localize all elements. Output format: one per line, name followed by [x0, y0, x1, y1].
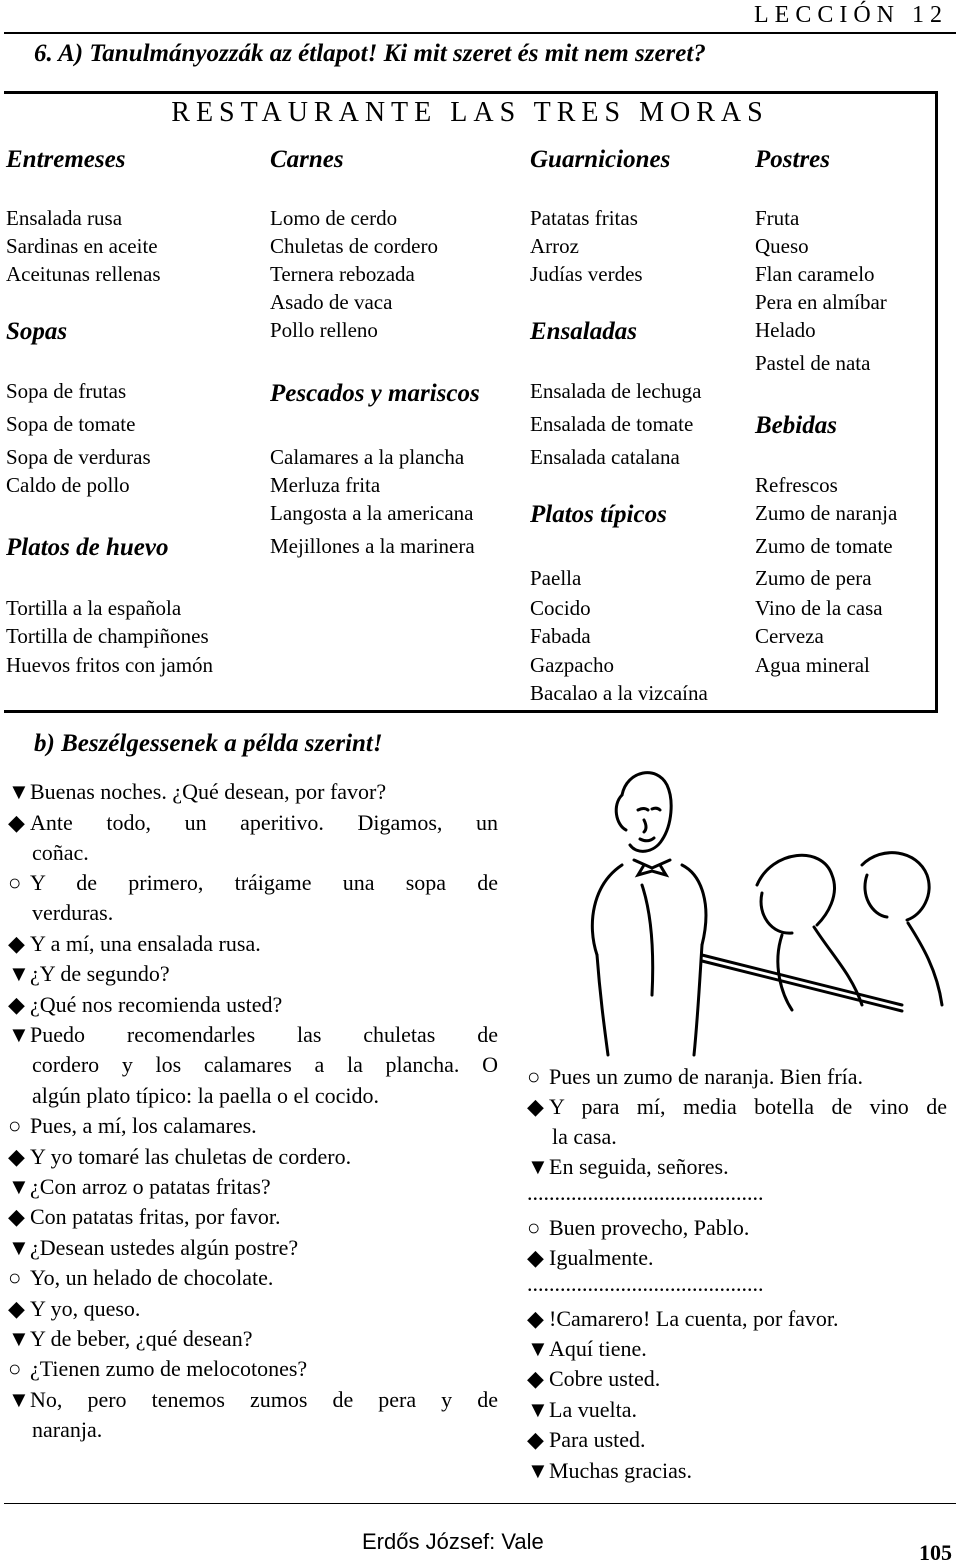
- category-platos-tipicos: Platos típicos: [530, 501, 667, 528]
- menu-item: Sopa de tomate: [6, 412, 136, 436]
- triangle-down-icon: ▼: [527, 1458, 549, 1483]
- category-platos-huevo: Platos de huevo: [6, 534, 169, 561]
- menu-item: Caldo de pollo: [6, 473, 130, 497]
- dialogue-line: ▼¿Con arroz o patatas fritas?: [8, 1174, 271, 1199]
- dialogue-line: verduras.: [32, 900, 114, 925]
- dialogue-line: ○ Buen provecho, Pablo.: [527, 1215, 750, 1240]
- dialogue-line: ▼¿Desean ustedes algún postre?: [8, 1235, 299, 1260]
- dialogue-line: algún plato típico: la paella o el cocido.: [32, 1083, 379, 1108]
- menu-item: Tortilla de champiñones: [6, 624, 209, 648]
- menu-item: Pera en almíbar: [755, 290, 887, 314]
- menu-item: Ensalada de tomate: [530, 412, 694, 436]
- menu-item: Gazpacho: [530, 653, 614, 677]
- menu-item: Sopa de verduras: [6, 445, 151, 469]
- diamond-icon: ◆: [527, 1094, 544, 1119]
- menu-item: Lomo de cerdo: [270, 206, 398, 230]
- menu-item: Tortilla a la española: [6, 596, 182, 620]
- triangle-down-icon: ▼: [8, 1326, 30, 1351]
- dialogue-line: ○ Pues un zumo de naranja. Bien fría.: [527, 1064, 864, 1089]
- diamond-icon: ◆: [8, 1204, 25, 1229]
- triangle-down-icon: ▼: [8, 1387, 30, 1412]
- menu-item: Merluza frita: [270, 473, 381, 497]
- dialogue-line: ▼Buenas noches. ¿Qué desean, por favor?: [8, 779, 387, 804]
- menu-item: Zumo de tomate: [755, 534, 893, 558]
- menu-item: Chuletas de cordero: [270, 234, 438, 258]
- category-carnes: Carnes: [270, 146, 344, 173]
- dialogue-line: ○ ¿Tienen zumo de melocotones?: [8, 1356, 308, 1381]
- triangle-down-icon: ▼: [8, 961, 30, 986]
- menu-item: Ternera rebozada: [270, 262, 415, 286]
- diamond-icon: ◆: [8, 992, 25, 1017]
- dialogue-line: ◆ Y yo tomaré las chuletas de cordero.: [8, 1144, 352, 1169]
- dialogue-line: ▼Puedo recomendarles las chuletas de: [8, 1022, 498, 1047]
- dialogue-line: ◆ Igualmente.: [527, 1245, 654, 1270]
- dialogue-line: ◆ Cobre usted.: [527, 1366, 661, 1391]
- header-rule: [4, 32, 956, 34]
- menu-item: Sardinas en aceite: [6, 234, 158, 258]
- category-guarniciones: Guarniciones: [530, 146, 671, 173]
- menu-item: Patatas fritas: [530, 206, 638, 230]
- menu-item: Helado: [755, 318, 816, 342]
- menu-item: Paella: [530, 566, 582, 590]
- menu-item: Langosta a la americana: [270, 501, 474, 525]
- menu-item: Refrescos: [755, 473, 838, 497]
- menu-item: Flan caramelo: [755, 262, 875, 286]
- category-sopas: Sopas: [6, 318, 68, 345]
- waiter-and-diners-illustration: [582, 765, 952, 1065]
- footer-author: Erdős József: Vale: [362, 1529, 544, 1554]
- menu-item: Zumo de pera: [755, 566, 872, 590]
- dialogue-line: ◆ Y para mí, media botella de vino de: [527, 1094, 947, 1119]
- part-b-title: b) Beszélgessenek a példa szerint!: [34, 730, 383, 757]
- dialogue-line: ◆ Y yo, queso.: [8, 1296, 141, 1321]
- menu-item: Bacalao a la vizcaína: [530, 681, 708, 705]
- dialogue-line: ◆ !Camarero! La cuenta, por favor.: [527, 1306, 839, 1331]
- diamond-icon: ◆: [8, 931, 25, 956]
- menu-item: Ensalada catalana: [530, 445, 680, 469]
- category-entremeses: Entremeses: [6, 146, 126, 173]
- menu-item: Agua mineral: [755, 653, 870, 677]
- dialogue-line: ○ Yo, un helado de chocolate.: [8, 1265, 274, 1290]
- circle-icon: ○: [527, 1064, 541, 1089]
- menu-item: Mejillones a la marinera: [270, 534, 475, 558]
- category-bebidas: Bebidas: [755, 412, 837, 439]
- menu-item: Sopa de frutas: [6, 379, 127, 403]
- triangle-down-icon: ▼: [527, 1154, 549, 1179]
- menu-item: Pastel de nata: [755, 351, 871, 375]
- restaurant-name: RESTAURANTE LAS TRES MORAS: [171, 97, 769, 128]
- diamond-icon: ◆: [527, 1245, 544, 1270]
- circle-icon: ○: [8, 1265, 22, 1290]
- menu-item: Fabada: [530, 624, 591, 648]
- diamond-icon: ◆: [8, 1296, 25, 1321]
- menu-item: Fruta: [755, 206, 800, 230]
- dialogue-line: ▼Aquí tiene.: [527, 1336, 647, 1361]
- dialogue-line: ○ Y de primero, tráigame una sopa de: [8, 870, 498, 895]
- menu-item: Vino de la casa: [755, 596, 883, 620]
- triangle-down-icon: ▼: [527, 1397, 549, 1422]
- dialogue-line: ▼¿Y de segundo?: [8, 961, 170, 986]
- diamond-icon: ◆: [527, 1306, 544, 1331]
- diamond-icon: ◆: [8, 1144, 25, 1169]
- dialogue-line: la casa.: [552, 1124, 617, 1149]
- dialogue-line: ▼La vuelta.: [527, 1397, 637, 1422]
- menu-item: Arroz: [530, 234, 579, 258]
- triangle-down-icon: ▼: [8, 779, 30, 804]
- triangle-down-icon: ▼: [8, 1022, 30, 1047]
- menu-item: Pollo relleno: [270, 318, 378, 342]
- menu-item: Asado de vaca: [270, 290, 393, 314]
- menu-item: Judías verdes: [530, 262, 643, 286]
- category-postres: Postres: [755, 146, 830, 173]
- dialogue-line: ◆ ¿Qué nos recomienda usted?: [8, 992, 283, 1017]
- dialogue-line: ▼Muchas gracias.: [527, 1458, 692, 1483]
- diamond-icon: ◆: [527, 1366, 544, 1391]
- triangle-down-icon: ▼: [527, 1336, 549, 1361]
- dialogue-line: naranja.: [32, 1417, 103, 1442]
- dotted-line: ...........................................: [527, 1180, 764, 1205]
- diamond-icon: ◆: [8, 810, 25, 835]
- dialogue-line: coñac.: [32, 840, 89, 865]
- dialogue-line: ◆ Con patatas fritas, por favor.: [8, 1204, 281, 1229]
- circle-icon: ○: [527, 1215, 541, 1240]
- dialogue-line: cordero y los calamares a la plancha. O: [32, 1052, 498, 1077]
- triangle-down-icon: ▼: [8, 1174, 30, 1199]
- circle-icon: ○: [8, 1356, 22, 1381]
- page-number: 105: [919, 1540, 952, 1565]
- lesson-header: LECCIÓN 12: [754, 2, 948, 28]
- exercise-title: 6. A) Tanulmányozzák az étlapot! Ki mit szeret és mit nem szeret?: [34, 40, 706, 67]
- circle-icon: ○: [8, 870, 22, 895]
- circle-icon: ○: [8, 1113, 22, 1138]
- menu-item: Cocido: [530, 596, 591, 620]
- menu-item: Aceitunas rellenas: [6, 262, 161, 286]
- dialogue-line: ▼En seguida, señores.: [527, 1154, 729, 1179]
- menu-item: Zumo de naranja: [755, 501, 898, 525]
- dialogue-line: ◆ Para usted.: [527, 1427, 646, 1452]
- dialogue-line: ◆ Y a mí, una ensalada rusa.: [8, 931, 261, 956]
- menu-item: Cerveza: [755, 624, 824, 648]
- category-pescados: Pescados y mariscos: [270, 380, 480, 407]
- menu-item: Calamares a la plancha: [270, 445, 465, 469]
- diamond-icon: ◆: [527, 1427, 544, 1452]
- menu-item: Queso: [755, 234, 809, 258]
- menu-item: Ensalada rusa: [6, 206, 123, 230]
- menu-item: Ensalada de lechuga: [530, 379, 702, 403]
- dialogue-line: ▼No, pero tenemos zumos de pera y de: [8, 1387, 498, 1412]
- dialogue-line: ▼Y de beber, ¿qué desean?: [8, 1326, 253, 1351]
- menu-item: Huevos fritos con jamón: [6, 653, 214, 677]
- dotted-line: ...........................................: [527, 1271, 764, 1296]
- triangle-down-icon: ▼: [8, 1235, 30, 1260]
- dialogue-line: ◆ Ante todo, un aperitivo. Digamos, un: [8, 810, 498, 835]
- dialogue-line: ○ Pues, a mí, los calamares.: [8, 1113, 257, 1138]
- category-ensaladas: Ensaladas: [530, 318, 637, 345]
- footer-rule: [4, 1503, 956, 1504]
